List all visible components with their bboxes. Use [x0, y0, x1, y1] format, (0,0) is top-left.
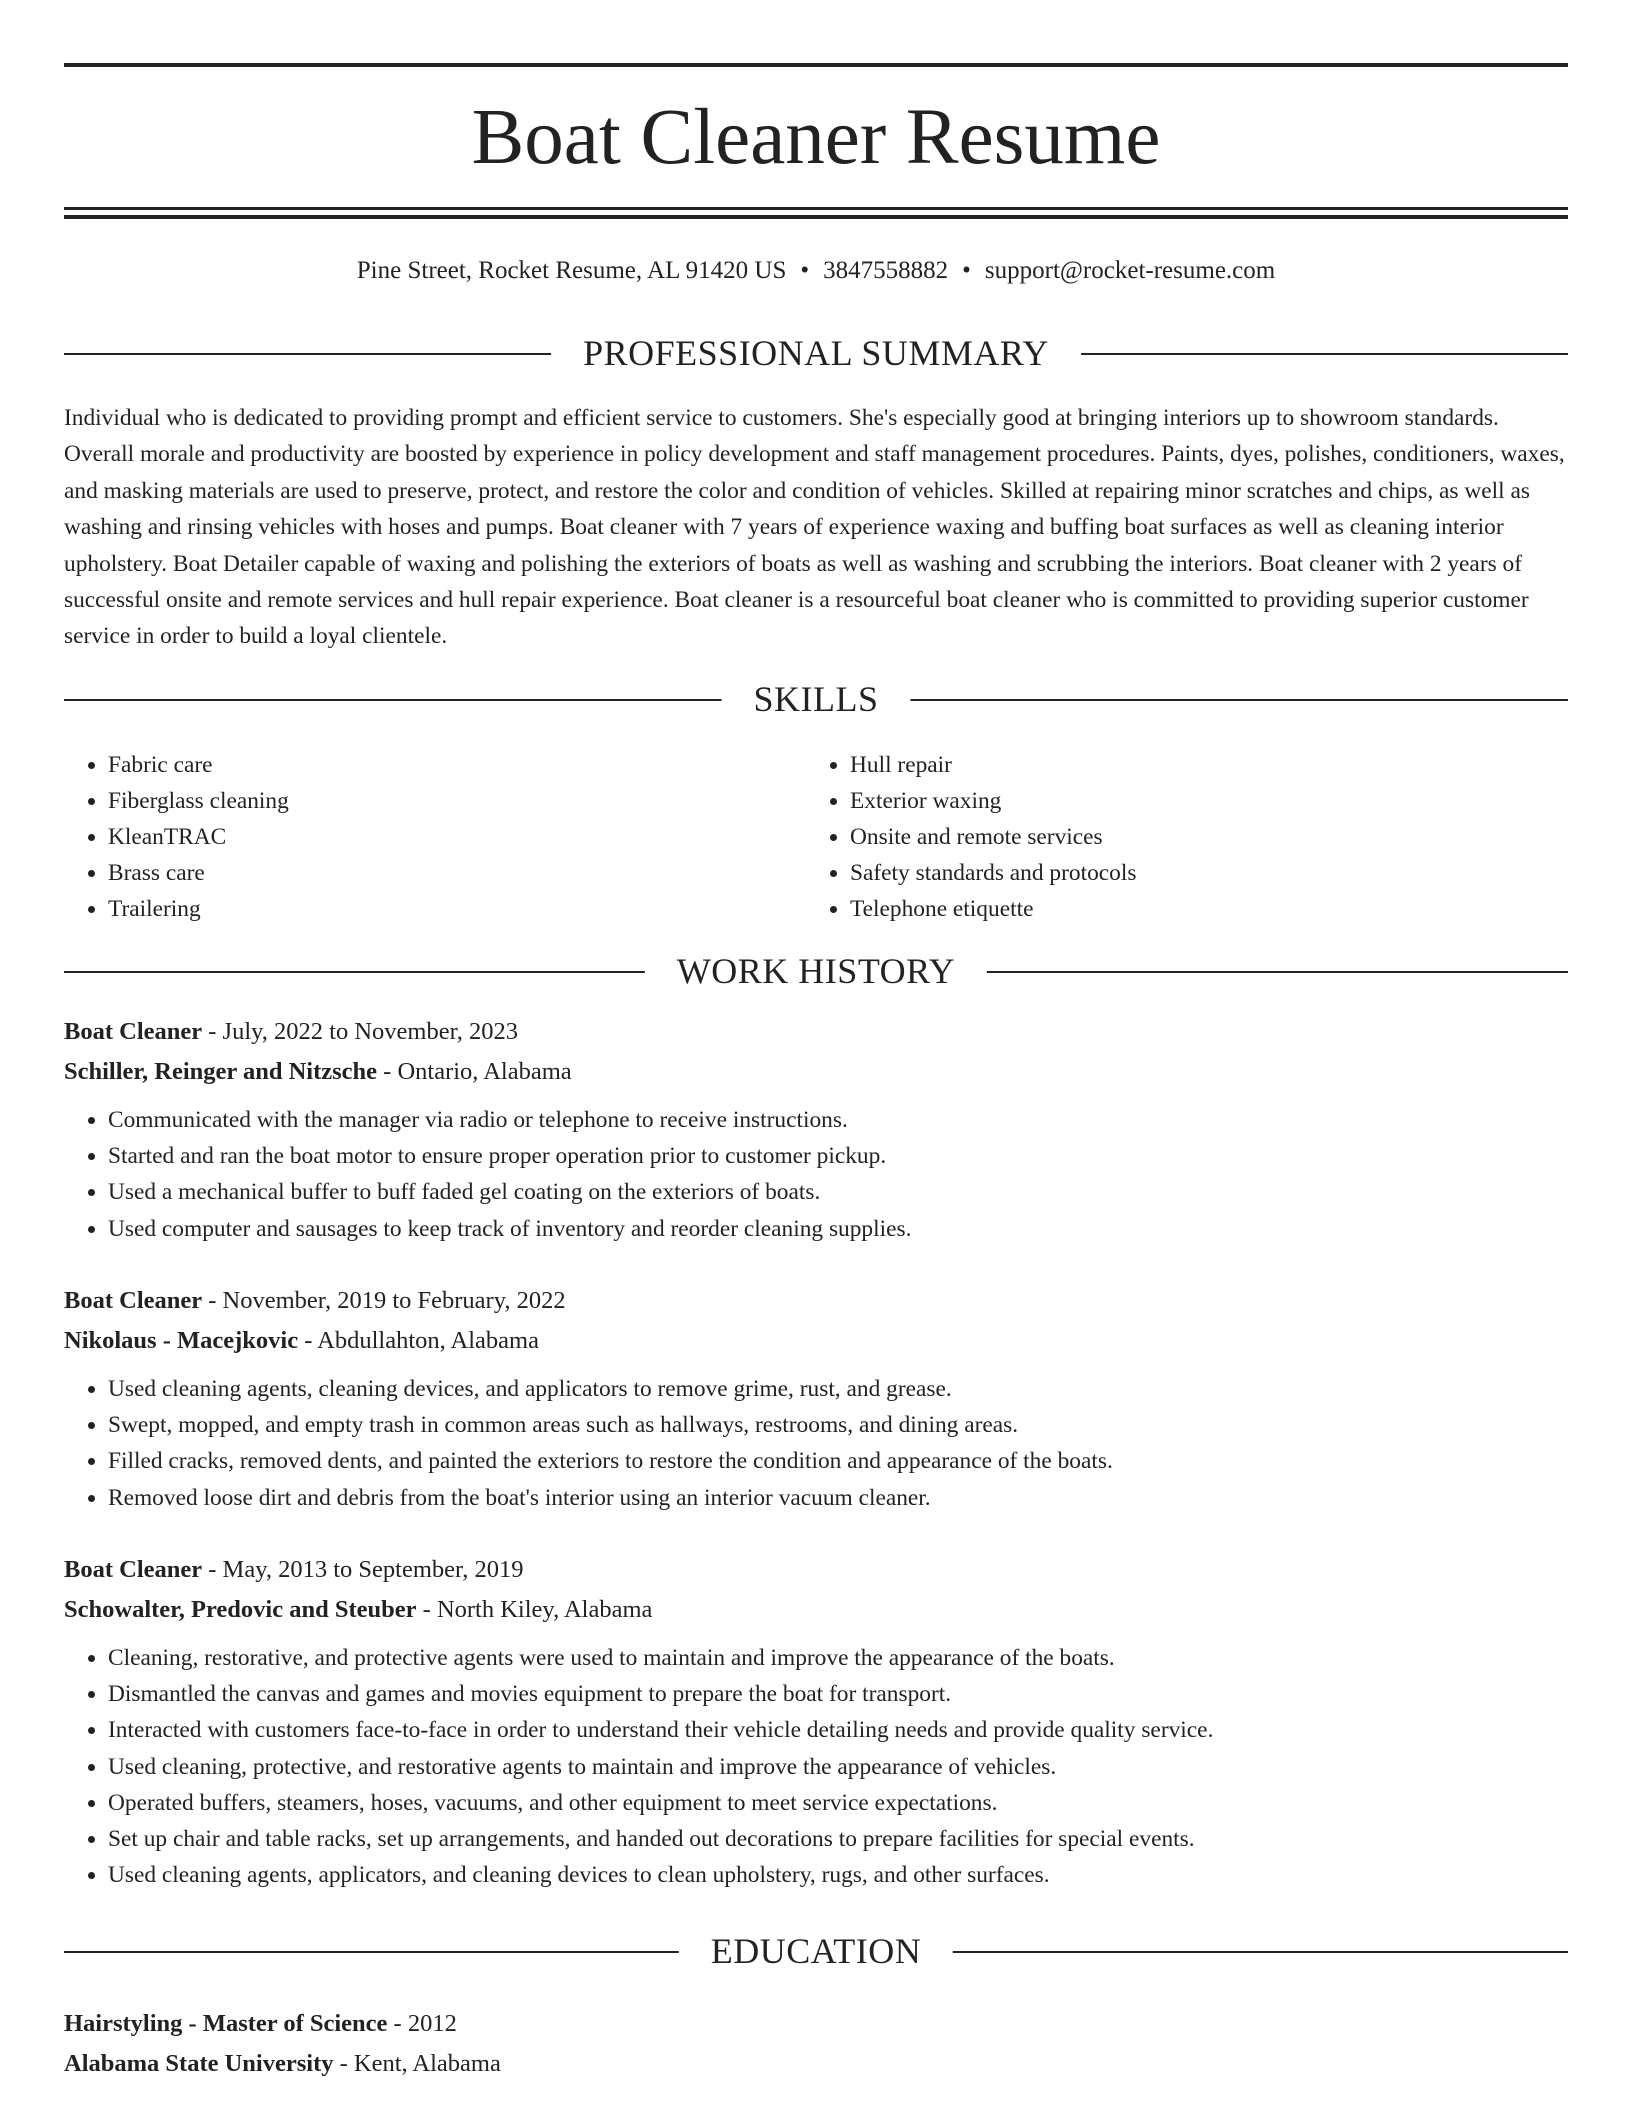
education-degree-line: [64, 2004, 1568, 2044]
job-title: Boat Cleaner: [64, 1018, 203, 1045]
job-title: Boat Cleaner: [64, 1287, 203, 1314]
job-title-line: [64, 1281, 1568, 1321]
skill-item: • Hull repair: [850, 747, 1550, 783]
education-location: - Kent, Alabama: [333, 2050, 501, 2077]
education-degree: Hairstyling - Master of Science: [64, 2010, 388, 2037]
job-dates: - November, 2019 to February, 2022: [202, 1287, 566, 1314]
job-title: Boat Cleaner: [64, 1556, 203, 1583]
job-company: Schowalter, Predovic and Steuber: [64, 1596, 417, 1623]
job-duty-item: • Filled cracks, removed dents, and painted the exteriors to restore the condition and appearance of the boats.: [108, 1443, 1568, 1479]
skills-column-right: [806, 747, 1550, 927]
job-company: Schiller, Reinger and Nitzsche: [64, 1058, 378, 1085]
job-duty-item: • Dismantled the canvas and games and movies equipment to prepare the boat for transport.: [108, 1676, 1568, 1712]
skill-item: • Brass care: [108, 855, 808, 891]
skill-item: • Safety standards and protocols: [850, 855, 1550, 891]
skill-item: • Exterior waxing: [850, 783, 1550, 819]
job-duty-item: • Swept, mopped, and empty trash in common areas such as hallways, restrooms, and dining areas.: [108, 1407, 1568, 1443]
job-duty-item: • Cleaning, restorative, and protective agents were used to maintain and improve the appearance of the boats.: [108, 1640, 1568, 1676]
skills-column-left: [64, 747, 808, 927]
job-duty-item: • Used cleaning agents, cleaning devices, and applicators to remove grime, rust, and grease.: [108, 1371, 1568, 1407]
header-rule-upper: [64, 207, 1568, 210]
skill-item: • Fabric care: [108, 747, 808, 783]
job-duties: [64, 1102, 1568, 1247]
job-dates: - July, 2022 to November, 2023: [202, 1018, 519, 1045]
job-location: - Abdullahton, Alabama: [298, 1327, 539, 1354]
education-year: - 2012: [387, 2010, 457, 2037]
skill-item: • Telephone etiquette: [850, 891, 1550, 927]
job-entry: [64, 1012, 1568, 1247]
resume-title: Boat Cleaner Resume: [471, 94, 1161, 181]
job-duty-item: • Used cleaning agents, applicators, and cleaning devices to clean upholstery, rugs, and other surfaces.: [108, 1857, 1568, 1893]
skill-item: • Onsite and remote services: [850, 819, 1550, 855]
job-duty-item: • Removed loose dirt and debris from the boat's interior using an interior vacuum cleaner.: [108, 1480, 1568, 1516]
section-header-work: [64, 947, 1568, 995]
job-duty-item: • Started and ran the boat motor to ensure proper operation prior to customer pickup.: [108, 1138, 1568, 1174]
skill-item: • KleanTRAC: [108, 819, 808, 855]
job-title-line: [64, 1550, 1568, 1590]
job-duty-item: • Used a mechanical buffer to buff faded gel coating on the exteriors of boats.: [108, 1174, 1568, 1210]
job-company-line: [64, 1590, 1568, 1630]
skill-item: • Fiberglass cleaning: [108, 783, 808, 819]
section-title-work: WORK HISTORY: [645, 947, 987, 995]
job-duty-item: • Used cleaning, protective, and restorative agents to maintain and improve the appearance of vehicles.: [108, 1749, 1568, 1785]
education-school: Alabama State University: [64, 2050, 334, 2077]
contact-line: [64, 254, 1568, 288]
job-duty-item: • Interacted with customers face-to-face in order to understand their vehicle detailing needs and provide quality service.: [108, 1712, 1568, 1748]
contact-email: support@rocket-resume.com: [984, 257, 1276, 284]
contact-separator: •: [800, 257, 810, 284]
header-rule-lower: [64, 215, 1568, 219]
job-duty-item: • Set up chair and table racks, set up arrangements, and handed out decorations to prepare facilities for special events.: [108, 1821, 1568, 1857]
section-title-education: EDUCATION: [679, 1927, 953, 1975]
job-company: Nikolaus - Macejkovic: [64, 1327, 299, 1354]
section-header-summary: [64, 329, 1568, 377]
job-location: - North Kiley, Alabama: [416, 1596, 653, 1623]
job-company-line: [64, 1321, 1568, 1361]
job-entry: [64, 1281, 1568, 1516]
contact-phone: 3847558882: [823, 257, 949, 284]
section-title-skills: SKILLS: [721, 675, 910, 723]
section-header-skills: [64, 675, 1568, 723]
job-company-line: [64, 1052, 1568, 1092]
job-duty-item: • Used computer and sausages to keep track of inventory and reorder cleaning supplies.: [108, 1211, 1568, 1247]
header-top-rule: [64, 63, 1568, 67]
job-duties: [64, 1371, 1568, 1516]
section-header-education: [64, 1927, 1568, 1975]
contact-address: Pine Street, Rocket Resume, AL 91420 US: [356, 257, 787, 284]
job-duties: [64, 1640, 1568, 1893]
summary-paragraph: Individual who is dedicated to providing prompt and efficient service to customers. She's especially good at bringing interiors up to showroom standards. Overall morale and productivity are boosted by experience in policy development and staff management procedures. Paints, dyes, polishes, conditioners, waxes, and masking materials are used to preserve, protect, and restore the color and condition of vehicles. Skilled at repairing minor scratches and chips, as well as washing and rinsing vehicles with hoses and pumps. Boat cleaner with 7 years of experience waxing and buffing boat surfaces as well as cleaning interior upholstery. Boat Detailer capable of waxing and polishing the exteriors of boats as well as washing and scrubbing the interiors. Boat cleaner with 2 years of successful onsite and remote services and hull repair experience. Boat cleaner is a resourceful boat cleaner who is committed to providing superior customer service in order to build a loyal clientele.: [64, 405, 1565, 650]
job-title-line: [64, 1012, 1568, 1052]
skill-item: • Trailering: [108, 891, 808, 927]
education-entry: [64, 2004, 1568, 2084]
job-dates: - May, 2013 to September, 2019: [202, 1556, 524, 1583]
job-duty-item: • Communicated with the manager via radio or telephone to receive instructions.: [108, 1102, 1568, 1138]
job-duty-item: • Operated buffers, steamers, hoses, vacuums, and other equipment to meet service expectations.: [108, 1785, 1568, 1821]
section-title-summary: PROFESSIONAL SUMMARY: [551, 329, 1081, 377]
job-entry: [64, 1550, 1568, 1893]
contact-separator: •: [962, 257, 971, 284]
job-location: - Ontario, Alabama: [377, 1058, 572, 1085]
education-school-line: [64, 2044, 1568, 2084]
